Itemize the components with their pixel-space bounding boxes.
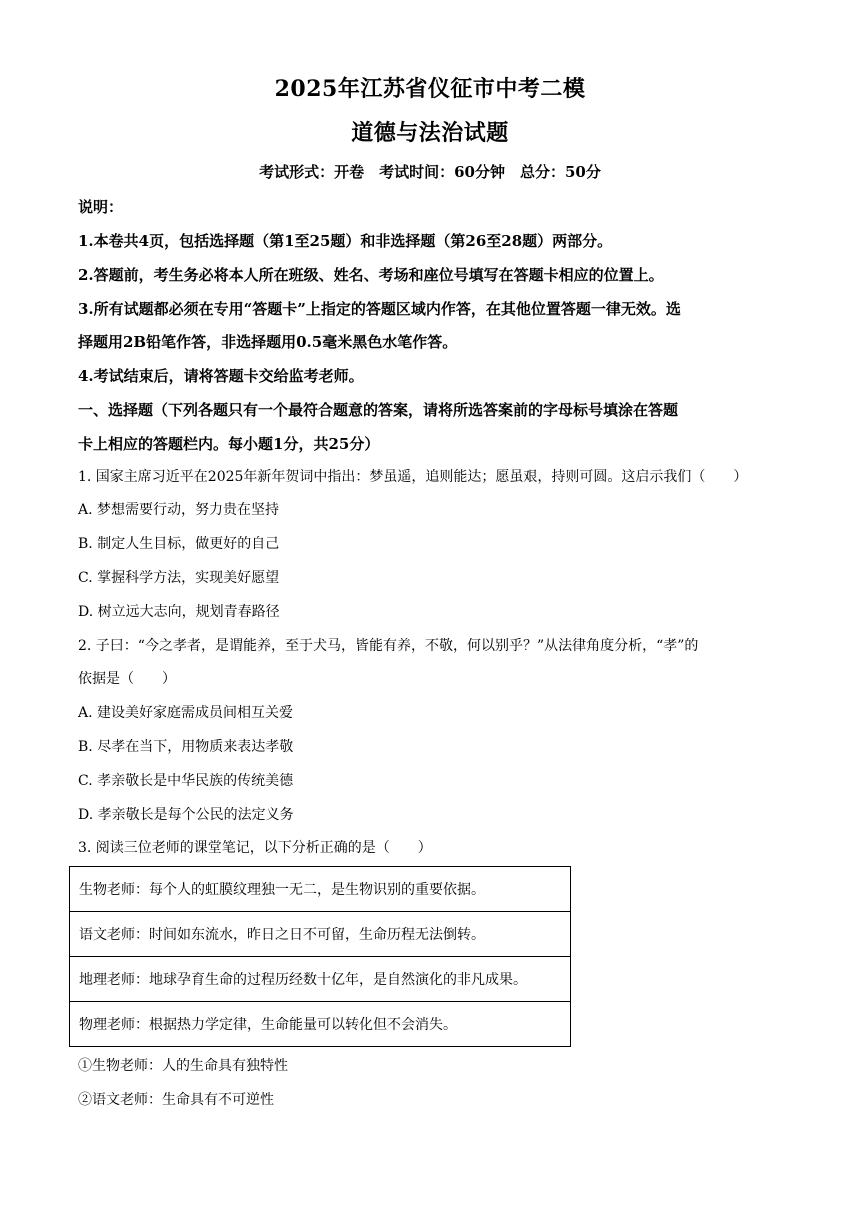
question-3-analysis: ①生物老师：人的生命具有独特性 <box>78 1058 288 1074</box>
instruction-item: 3.所有试题都必须在专用“答题卡”上指定的答题区域内作答，在其他位置答题一律无效。选 <box>78 300 681 318</box>
question-2-option-d: D. 孝亲敬长是每个公民的法定义务 <box>78 807 294 823</box>
instruction-item: 2.答题前，考生务必将本人所在班级、姓名、考场和座位号填写在答题卡相应的位置上。 <box>78 266 664 284</box>
question-1-stem: 1. 国家主席习近平在2025年新年贺词中指出：梦虽遥，追则能达；愿虽艰，持则可圆。这启示我们（ ） <box>78 469 748 485</box>
instruction-item: 4.考试结束后，请将答题卡交给监考老师。 <box>78 367 364 385</box>
table-row <box>70 867 571 912</box>
table-cell: 语文老师：时间如东流水，昨日之日不可留，生命历程无法倒转。 <box>70 912 571 957</box>
question-1-option-d: D. 树立远大志向，规划青春路径 <box>78 604 280 620</box>
section-heading: 一、选择题（下列各题只有一个最符合题意的答案，请将所选答案前的字母标号填涂在答题 <box>78 401 679 419</box>
exam-meta: 考试形式：开卷 考试时间：60分钟 总分：50分 <box>259 163 601 181</box>
table-row <box>70 1002 571 1047</box>
table-cell: 地理老师：地球孕育生命的过程历经数十亿年，是自然演化的非凡成果。 <box>70 957 571 1002</box>
question-3-stem: 3. 阅读三位老师的课堂笔记，以下分析正确的是（ ） <box>78 840 432 856</box>
question-2-option-a: A. 建设美好家庭需成员间相互关爱 <box>78 705 294 721</box>
question-2-option-c: C. 孝亲敬长是中华民族的传统美德 <box>78 773 294 789</box>
instruction-item: 1.本卷共4页，包括选择题（第1至25题）和非选择题（第26至28题）两部分。 <box>78 232 613 250</box>
exam-title: 2025年江苏省仪征市中考二模 <box>274 76 586 102</box>
table-cell: 物理老师：根据热力学定律，生命能量可以转化但不会消失。 <box>70 1002 571 1047</box>
table-cell: 生物老师：每个人的虹膜纹理独一无二，是生物识别的重要依据。 <box>70 867 571 912</box>
question-2-stem: 2. 子曰：“今之孝者，是谓能养，至于犬马，皆能有养，不敬，何以别乎？”从法律角度分析，“孝”的 <box>78 638 699 654</box>
instructions-heading: 说明： <box>78 198 124 216</box>
table-row <box>70 912 571 957</box>
question-1-option-b: B. 制定人生目标，做更好的自己 <box>78 536 280 552</box>
table-row <box>70 957 571 1002</box>
question-2-option-b: B. 尽孝在当下，用物质来表达孝敬 <box>78 739 294 755</box>
question-3-analysis: ②语文老师：生命具有不可逆性 <box>78 1092 274 1108</box>
exam-subtitle: 道德与法治试题 <box>351 120 509 146</box>
teacher-notes-table <box>69 866 571 1047</box>
question-2-stem: 依据是（ ） <box>78 671 176 687</box>
section-heading: 卡上相应的答题栏内。每小题1分，共25分） <box>78 435 380 453</box>
instruction-item: 择题用2B铅笔作答，非选择题用0.5毫米黑色水笔作答。 <box>78 333 458 351</box>
question-1-option-a: A. 梦想需要行动，努力贵在坚持 <box>78 502 280 518</box>
question-1-option-c: C. 掌握科学方法，实现美好愿望 <box>78 570 280 586</box>
